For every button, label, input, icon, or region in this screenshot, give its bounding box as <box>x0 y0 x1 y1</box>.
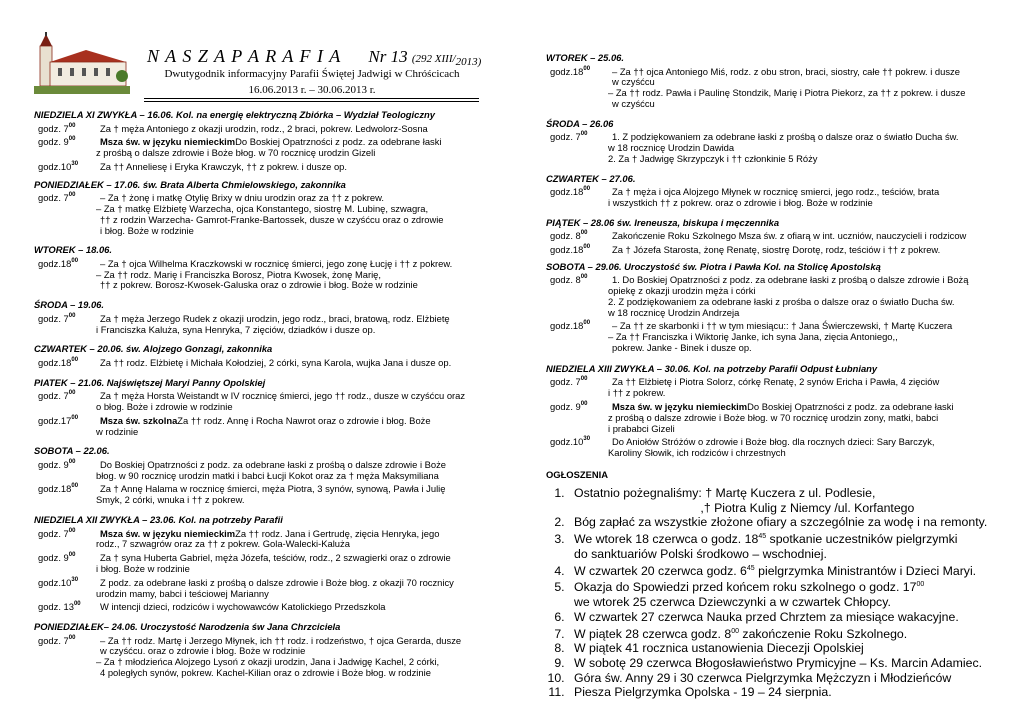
mass-time-minutes: 00 <box>580 376 588 383</box>
mass-time: $godz.10^{30}$ <box>38 160 79 172</box>
intention-text: Za †† rodz. Annę i Rocha Nawrot oraz o zdrowie i błog. Boże <box>177 414 431 426</box>
mass-time: $godz.17^{00}$ <box>38 414 79 426</box>
intention-text: W intencji dzieci, rodziców i wychowawców Katolickiego Przedszkola <box>100 601 386 613</box>
intention-text: Karoliny Słowik, ich rodziców i chrzestnych <box>608 447 786 459</box>
mass-time-minutes: 00 <box>583 65 591 72</box>
mass-time: godz. $7^{00}$ <box>550 131 588 143</box>
intention-text: – Za †† rodz. Martę i Jerzego Młynek, ich †† rodz. i rodzeństwo, † ojca Gerarda, dusze <box>100 634 462 646</box>
issue-dates: 16.06.2013 r. – 30.06.2013 r. <box>248 84 376 96</box>
intention-line <box>34 481 474 495</box>
mass-time: godz. $13^{00}$ <box>38 601 81 613</box>
mass-time-minutes: 00 <box>71 414 79 421</box>
intention-text: Za †† rodz. Jana i Gertrudę, zięcia Henryka, jego <box>235 527 440 539</box>
mass-time: godz. $7^{00}$ <box>38 192 76 204</box>
mass-time-minutes: 00 <box>68 390 76 397</box>
day-section <box>34 244 474 291</box>
announcement-item <box>568 530 998 562</box>
intention-text: w 18 rocznicę Urodzin Andrzeja <box>608 306 740 318</box>
intention-text: w rodzinie <box>96 425 139 437</box>
announcement-item <box>568 671 998 686</box>
announcement-text: pielgrzymka Ministrantów i Dzieci Maryi. <box>754 563 977 578</box>
day-section <box>546 173 998 209</box>
mass-time-minutes: 00 <box>68 458 76 465</box>
announcement-text: Bóg zapłać za wszystkie złożone ofiary a szczególnie za wodę i na remonty. <box>574 515 988 530</box>
issue-number: Nr 13 (292 XIII/2013) <box>368 47 482 68</box>
day-section <box>546 363 998 459</box>
intention-text: 2. Z podziękowaniem za odebrane łaski z prośba o dalsze oraz o światło Ducha św. <box>608 295 955 307</box>
mass-time: $godz.18^{00}$ <box>38 356 79 368</box>
right-mass-schedule <box>546 52 998 459</box>
mass-time-minutes: 00 <box>71 483 79 490</box>
intention-text: – Za †† Franciszka i Wiktorię Janke, ich syna Jana, zięcia Antoniego,, <box>608 331 898 343</box>
mass-time: $godz.18^{00}$ <box>550 65 591 77</box>
mass-time-minutes: 00 <box>73 601 81 608</box>
day-section <box>34 514 474 613</box>
mass-time-minutes: 00 <box>68 634 76 641</box>
intention-text: 4 poległych synów, pokrew. Kachel-Kilian oraz o zdrowie i Boże błog. w rodzinie <box>100 667 431 678</box>
intention-text: Do Aniołów Stróżów o zdrowie i Boże błog. dla rocznych dzieci: Sary Barczyk, <box>612 436 935 448</box>
intention-line <box>546 448 998 459</box>
intention-line <box>34 215 474 226</box>
intention-text: z prośbą o dalsze zdrowie i Boże błog. w 70 rocznicę urodzin Gizeli <box>96 147 376 159</box>
intention-line <box>546 154 998 165</box>
mass-time: godz. $8^{00}$ <box>550 274 588 286</box>
mass-time-minutes: 00 <box>71 356 79 363</box>
intention-line <box>34 457 474 471</box>
mass-time: $godz.10^{30}$ <box>550 436 591 448</box>
announcements-title: OGŁOSZENIA <box>546 468 608 480</box>
intention-line <box>546 272 998 286</box>
mass-time: godz. $7^{00}$ <box>550 376 588 388</box>
day-section <box>34 109 474 173</box>
intention-text: Za † męża Jerzego Rudek z okazji urodzin, jego rodz., braci, bratową, rodz. Elżbietę <box>100 312 450 324</box>
intention-line <box>34 280 474 291</box>
day-heading: PIATEK – 21.06. Najświętszej Maryi Panny Opolskiej <box>34 376 266 388</box>
intention-text: w 18 rocznicę Urodzin Dawida <box>608 141 735 153</box>
newsletter-subtitle: Dwutygodnik informacyjny Parafii Świętej Jadwigi w Chróścicach <box>164 68 460 80</box>
intention-text: – Za †† rodz. Pawła i Paulinę Stondzik, Marię i Piotra Piekorz, za †† z pokrew. i dusze <box>608 87 966 99</box>
mass-time-minutes: 00 <box>580 131 588 138</box>
announcement-item <box>568 641 998 656</box>
announcement-text: Ostatnio pożegnaliśmy: † Martę Kuczera z ul. Podlesie, <box>574 485 876 500</box>
day-heading: NIEDZIELA XIII ZWYKŁA – 30.06. Kol. na potrzeby Parafii Odpust Łubniany <box>546 362 878 374</box>
intention-text: Za † syna Huberta Gabriel, męża Józefa, teściów, rodz., 2 szwagierki oraz o zdrowie <box>100 552 451 564</box>
announcement-text: Piesza Pielgrzymka Opolska - 19 – 24 sierpnia. <box>574 685 832 700</box>
intention-text: – Za † ojca Wilhelma Kraczkowski w rocznicę śmierci, jego zonę Łucję i †† z pokrew. <box>100 257 453 269</box>
masthead <box>34 0 482 102</box>
intention-line <box>34 256 474 270</box>
announcement-continuation: we wtorek 25 czerwca Dziewczynki a w czwartek Chłopcy. <box>574 595 891 610</box>
intention-line <box>546 343 998 354</box>
intention-line <box>546 308 998 319</box>
intention-text: w czyśćcu. oraz o zdrowie i błog. Boże w rodzinie <box>100 645 306 657</box>
intention-text: Za †† Anneliesę i Eryka Krawczyk, †† z pokrew. i dusze op. <box>100 160 347 172</box>
announcement-item <box>568 656 998 671</box>
announcement-text: W sobotę 29 czerwca Błogosławieństwo Prymicyjne – Ks. Marcin Adamiec. <box>574 656 983 671</box>
intention-line <box>34 159 474 173</box>
intention-line <box>34 633 474 647</box>
intention-text: 1. Do Boskiej Opatrzności z podz. za odebrane łaski z prośbą o dalsze zdrowie i Bożą <box>612 274 969 286</box>
day-heading: SOBOTA – 22.06. <box>34 445 110 457</box>
intention-line <box>34 402 474 413</box>
intention-text: pokrew. Janke - Binek i dusze op. <box>612 342 752 354</box>
day-section <box>34 299 474 335</box>
intention-line <box>34 668 474 679</box>
announcement-text: W czwartek 20 czerwca godz. 6 <box>574 563 747 578</box>
announcement-item <box>568 685 998 700</box>
title-text: N A S Z A P A R A F I A <box>147 46 341 66</box>
intention-text: †† z rodzin Warzecha- Gamrot-Franke-Bartossek, dusze w czyśćcu oraz o zdrowie <box>100 213 444 225</box>
intention-text: i błog. Boże w rodzinie <box>100 224 194 236</box>
intention-text: Zakończenie Roku Szkolnego Msza św. z ofiarą w int. uczniów, nauczycieli i rodzicow <box>612 230 967 242</box>
day-section <box>34 445 474 506</box>
announcement-item <box>568 562 998 579</box>
mass-type: Msza św. w języku niemieckim <box>612 400 748 412</box>
intention-line <box>546 129 998 143</box>
header-rule <box>144 101 479 102</box>
intention-line <box>34 355 474 369</box>
intention-line <box>34 226 474 237</box>
intention-text: w czyśćcu <box>612 76 655 88</box>
day-heading: NIEDZIELA XII ZWYKŁA – 23.06. Kol. na potrzeby Parafii <box>34 514 283 526</box>
intention-line <box>34 539 474 550</box>
mass-type: Msza św. w języku niemieckim <box>100 136 236 148</box>
newsletter-title <box>147 46 507 68</box>
intention-line <box>34 599 474 613</box>
mass-time: godz. $9^{00}$ <box>38 552 76 564</box>
header-rule <box>144 98 479 99</box>
mass-time-minutes: 00 <box>71 257 79 264</box>
day-heading: PONIEDZIAŁEK– 24.06. Uroczystość Narodzenia św Jana Chrzciciela <box>34 621 341 633</box>
intention-line <box>34 589 474 600</box>
mass-type: Msza św. szkolna <box>100 414 178 426</box>
intention-line <box>34 190 474 204</box>
intention-text: – Za † młodzieńca Alojzego Lysoń z okazji urodzin, Jana i Jadwigę Kachel, 2 córki, <box>96 656 440 668</box>
announcement-item <box>568 625 998 642</box>
intention-text: †† z pokrew. Borosz-Kwosek-Galuska oraz o zdrowie i błog. Boże w rodzinie <box>100 279 418 291</box>
mass-time: $godz.18^{00}$ <box>38 483 79 495</box>
announcement-time-minutes: 00 <box>916 581 925 589</box>
mass-time-minutes: 30 <box>71 160 79 167</box>
mass-time: $godz.10^{30}$ <box>38 576 79 588</box>
mass-time: $godz.18^{00}$ <box>550 243 591 255</box>
day-section <box>546 261 998 354</box>
mass-time: godz. $7^{00}$ <box>38 390 76 402</box>
intention-line <box>34 575 474 589</box>
intention-text: Smyk, 2 córki, wnuka i †† z pokrew. <box>96 494 245 506</box>
intention-line <box>34 134 474 148</box>
announcement-text: spotkanie uczestników pielgrzymki <box>766 532 958 547</box>
intention-text: Za † męża Antoniego z okazji urodzin, rodz., 2 braci, pokrew. Ledwolorz-Sosna <box>100 122 428 134</box>
intention-text: Za † męża i ojca Alojzego Młynek w rocznicę smierci, jego rodz., teściów, brata <box>612 186 940 198</box>
intention-line <box>546 413 998 424</box>
intention-line <box>34 495 474 506</box>
mass-time-minutes: 00 <box>68 527 76 534</box>
announcement-text: We wtorek 18 czerwca o godz. 18 <box>574 532 759 547</box>
intention-line <box>546 318 998 332</box>
intention-line <box>546 64 998 78</box>
announcement-text: zakończenie Roku Szkolnego. <box>739 626 908 641</box>
mass-time: godz. $7^{00}$ <box>38 312 76 324</box>
mass-time-minutes: 00 <box>583 243 591 250</box>
announcement-text: W czwartek 27 czerwca Nauka przed Chrztem za miesiące wakacyjne. <box>574 609 959 624</box>
intention-line <box>34 427 474 438</box>
church-logo-icon <box>34 32 130 94</box>
intention-text: opiekę z okazji urodzin męża i córki <box>608 285 756 297</box>
intention-text: w czyśćcu <box>612 97 655 109</box>
mass-time-minutes: 30 <box>583 436 591 443</box>
intention-text: i błog. Boże w rodzinie <box>96 562 190 574</box>
mass-time: godz. $9^{00}$ <box>550 400 588 412</box>
announcement-text: Okazja do Spowiedzi przed końcem roku szkolnego o godz. 17 <box>574 580 917 595</box>
mass-time-minutes: 00 <box>583 320 591 327</box>
announcement-item <box>568 515 998 530</box>
intention-text: z prośbą o dalsze zdrowie i Boże błog. w 70 rocznicę urodzin zony, matki, babci <box>608 411 939 423</box>
announcement-text: Góra św. Anny 29 i 30 czerwca Pielgrzymka Mężczyzn i Młodzieńców <box>574 670 952 685</box>
intention-line <box>34 471 474 482</box>
day-heading: NIEDZIELA XI ZWYKŁA – 16.06. Kol. na energię elektryczną Zbiórka – Wydział Teologiczny <box>34 109 435 120</box>
intention-line <box>546 374 998 388</box>
announcement-item <box>568 610 998 625</box>
mass-time: godz. $8^{00}$ <box>550 230 588 242</box>
mass-type: Msza św. w języku niemieckim <box>100 527 236 539</box>
intention-text: urodzin mamy, babci i teściowej Marianny <box>96 587 269 599</box>
intention-line <box>546 242 998 256</box>
day-heading: PONIEDZIAŁEK – 17.06. św. Brata Alberta Chmielowskiego, zakonnika <box>34 178 346 190</box>
mass-time: $godz.18^{00}$ <box>38 257 79 269</box>
announcement-continuation: do sanktuariów Polski środkowo – wschodniej. <box>574 546 827 561</box>
intention-line <box>34 526 474 540</box>
day-heading: SOBOTA – 29.06. Uroczystość św. Piotra i Pawła Kol. na Stolicę Apostolską <box>546 260 881 272</box>
intention-line <box>546 434 998 448</box>
announcements-list <box>546 486 998 700</box>
day-section <box>34 343 474 368</box>
intention-text: Za †† rodz. Elżbietę i Michała Kołodziej, 2 córki, syna Karola, wujka Jana i dusze op. <box>100 356 452 368</box>
mass-time: godz. $9^{00}$ <box>38 458 76 470</box>
mass-time-minutes: 00 <box>580 230 588 237</box>
mass-time: godz. $7^{00}$ <box>38 527 76 539</box>
intention-text: Za †† Elżbietę i Piotra Solorz, córkę Renatę, 2 synów Ericha i Pawła, 4 zięciów <box>612 376 940 388</box>
left-column <box>34 0 482 679</box>
intention-line <box>34 388 474 402</box>
announcement-time-minutes: 45 <box>746 564 755 572</box>
intention-text: i wszystkich †† z pokrew. oraz o zdrowie i błog. Boże w rodzinie <box>608 196 873 208</box>
announcement-item <box>568 486 998 515</box>
announcement-text: W piątek 28 czerwca godz. 8 <box>574 626 732 641</box>
day-section <box>546 118 998 165</box>
announcement-time-minutes: 45 <box>758 533 767 541</box>
intention-text: – Za †† ze skarbonki i †† w tym miesiącu:: † Jana Świerczewski, † Martę Kuczera <box>612 320 953 332</box>
intention-line <box>546 99 998 110</box>
intention-text: Do Boskiej Opatrzności z podz. za odebrane łaski <box>747 400 954 412</box>
intention-text: 2. Za † Jadwigę Skrzypczyk i †† członkinie 5 Róży <box>608 152 818 164</box>
intention-line <box>34 325 474 336</box>
day-heading: CZWARTEK – 27.06. <box>546 172 636 184</box>
intention-text: Z podz. za odebrane łaski z prośbą o dalsze zdrowie i Boże błog. z okazji 70 rocznicy <box>100 576 454 588</box>
intention-line <box>546 198 998 209</box>
mass-time: $godz.18^{00}$ <box>550 320 591 332</box>
intention-text: Za † Józefa Starosta, żonę Renatę, siostrę Dorotę, rodz, teściów i †† z pokrew. <box>612 243 941 255</box>
mass-time-minutes: 00 <box>580 274 588 281</box>
mass-time-minutes: 00 <box>68 192 76 199</box>
day-section <box>546 52 998 110</box>
intention-text: Za † męża Horsta Weistandt w IV rocznicę śmierci, jego †† rodz., dusze w czyśćcu oraz <box>100 390 466 402</box>
intention-line <box>34 564 474 575</box>
day-heading: ŚRODA – 19.06. <box>34 299 104 311</box>
intention-text: – Za † żonę i matkę Otylię Brixy w dniu urodzin oraz za †† z pokrew. <box>100 192 384 204</box>
intention-text: – Za †† rodz. Marię i Franciszka Borosz, Piotra Kwosek, żonę Marię, <box>96 268 382 280</box>
day-section <box>546 217 998 256</box>
day-heading: CZWARTEK – 20.06. św. Alojzego Gonzagi, zakonnika <box>34 343 273 355</box>
intention-line <box>546 388 998 399</box>
mass-time-minutes: 00 <box>580 400 588 407</box>
intention-line <box>34 311 474 325</box>
intention-text: rodz., 7 szwagrów oraz za †† z pokrew. Gola-Walecki-Kaluża <box>96 538 350 550</box>
intention-text: i prababci Gizeli <box>608 422 675 434</box>
mass-time-minutes: 00 <box>68 312 76 319</box>
announcement-continuation: ,† Piotra Kulig z Niemcy /ul. Korfantego <box>574 500 915 515</box>
announcement-text: W piątek 41 rocznica ustanowienia Diecezji Opolskiej <box>574 641 864 656</box>
intention-text: błog. w 90 rocznicę urodzin matki i babci Łucji Kokot oraz za † męża Maksymiliana <box>96 469 439 481</box>
day-heading: WTOREK – 25.06. <box>546 52 624 63</box>
intention-text: i Franciszka Kaluża, syna Henryka, 7 zięciów, dziadków i dusze op. <box>96 323 376 335</box>
intention-line <box>34 550 474 564</box>
day-heading: ŚRODA – 26.06 <box>546 117 614 129</box>
intention-line <box>546 228 998 242</box>
intention-text: o błog. Boże i zdrowie w rodzinie <box>96 400 233 412</box>
mass-time: godz. $9^{00}$ <box>38 136 76 148</box>
day-heading: PIĄTEK – 28.06 św. Ireneusza, biskupa i męczennika <box>546 216 780 228</box>
intention-text: – Za † matkę Elżbietę Warzecha, ojca Konstantego, siostrę M. Lubinę, szwagra, <box>96 202 429 214</box>
intention-line <box>546 184 998 198</box>
intention-text: Do Boskiej Opatrzności z podz. za odebrane łaski <box>235 136 442 148</box>
mass-time-minutes: 30 <box>71 576 79 583</box>
mass-time: $godz.18^{00}$ <box>550 186 591 198</box>
mass-time-minutes: 00 <box>68 552 76 559</box>
day-section <box>34 621 474 679</box>
intention-text: Za † Annę Halama w rocznicę śmierci, męża Piotra, 3 synów, synową, Pawła i Julię <box>100 483 446 495</box>
mass-time-minutes: 00 <box>68 136 76 143</box>
intention-line <box>34 148 474 159</box>
intention-text: – Za †† ojca Antoniego Miś, rodz. z obu stron, braci, siostry, całe †† pokrew. i dusze <box>612 65 960 77</box>
intention-line <box>34 121 474 135</box>
mass-time-minutes: 00 <box>583 186 591 193</box>
announcement-item <box>568 578 998 610</box>
intention-line <box>34 413 474 427</box>
intention-text: i †† z pokrew. <box>608 387 666 399</box>
mass-time-minutes: 00 <box>68 122 76 129</box>
left-mass-schedule <box>34 109 474 679</box>
mass-time: godz. $7^{00}$ <box>38 122 76 134</box>
intention-text: 1. Z podziękowaniem za odebrane łaski z prośbą o dalsze oraz o światło Ducha św. <box>612 131 959 143</box>
right-column <box>546 0 998 700</box>
day-heading: WTOREK – 18.06. <box>34 244 112 256</box>
intention-line <box>546 424 998 435</box>
intention-text: Do Boskiej Opatrzności z podz. za odebrane łaski z prośbą o dalsze zdrowie i Boże <box>100 458 447 470</box>
day-section <box>34 179 474 237</box>
mass-time: godz. $7^{00}$ <box>38 634 76 646</box>
intention-line <box>546 399 998 413</box>
announcement-time-minutes: 00 <box>731 627 739 635</box>
day-section <box>34 377 474 438</box>
